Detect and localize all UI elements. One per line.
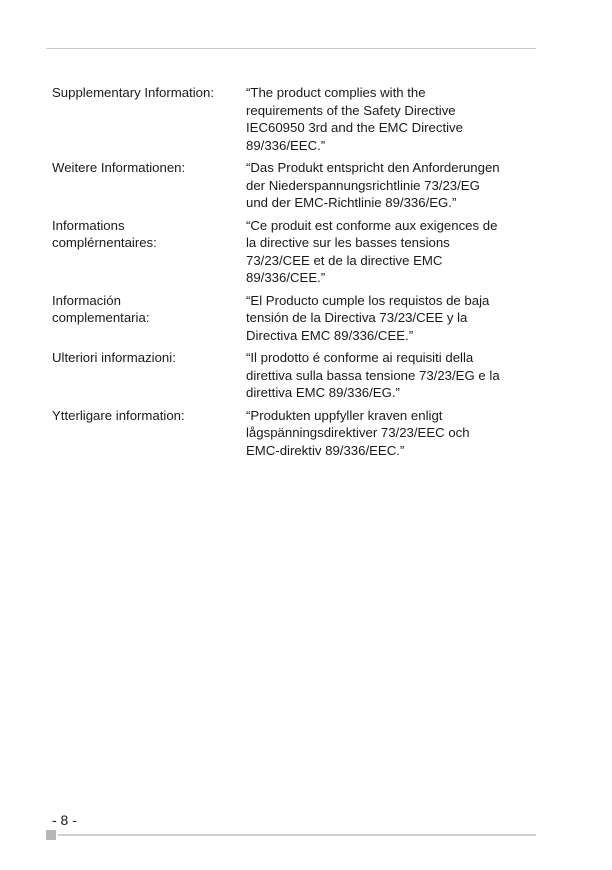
entry-text: “El Producto cumple los requistos de baja tensión de la Directiva 73/23/CEE y la Directiva EMC 89/336/CEE.” — [246, 292, 490, 343]
entry-label: Información complementaria: — [52, 292, 150, 325]
entry-text: “Il prodotto é conforme ai requisiti della direttiva sulla bassa tensione 73/23/EG e la direttiva EMC 89/336/EG.” — [246, 350, 500, 400]
declaration-content — [52, 84, 534, 464]
entry-label: Informations complérnentaires: — [52, 217, 157, 250]
entry-ytterligare-information — [52, 407, 534, 460]
entry-text: “Das Produkt entspricht den Anforderungen der Niederspannungsrichtlinie 73/23/EG und der EMC-Richtlinie 89/336/EG.” — [246, 160, 500, 210]
entry-text: “Ce produit est conforme aux exigences de la directive sur les basses tensions 73/23/CEE et de la directive EMC 89/336/CEE.” — [246, 217, 498, 285]
entry-weitere-informationen — [52, 159, 534, 212]
footer-divider — [58, 834, 536, 836]
entry-ulteriori-informazioni — [52, 349, 534, 402]
page-number: - 8 - — [52, 812, 77, 828]
entry-label: Ulteriori informazioni: — [52, 350, 176, 365]
header-divider — [46, 48, 536, 49]
entry-informacion-complementaria — [52, 292, 534, 345]
entry-label: Weitere Informationen: — [52, 160, 186, 175]
entry-text: “The product complies with the requirements of the Safety Directive IEC60950 3rd and the EMC Directive 89/336/EEC.” — [246, 85, 463, 153]
entry-supplementary-information — [52, 84, 534, 154]
entry-informations-complementaires — [52, 217, 534, 287]
entry-label: Supplementary Information: — [52, 85, 214, 100]
entry-text: “Produkten uppfyller kraven enligt lågspänningsdirektiver 73/23/EEC och EMC-direktiv 89/336/EEC.” — [246, 407, 470, 458]
entry-label: Ytterligare information: — [52, 407, 185, 423]
footer-square-marker — [46, 830, 56, 840]
